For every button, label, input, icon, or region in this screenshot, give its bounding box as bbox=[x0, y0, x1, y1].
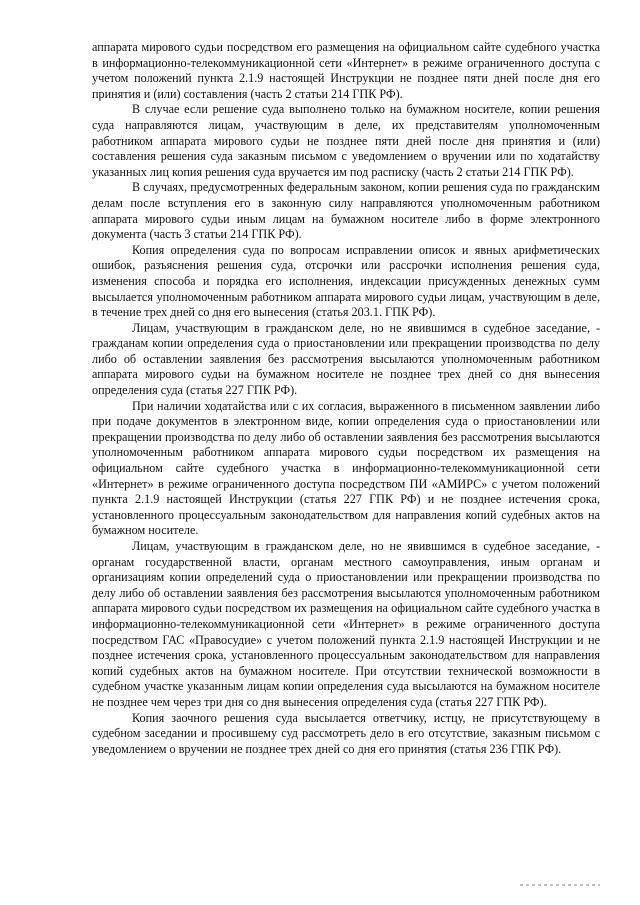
paragraph-absent-citizens: Лицам, участвующим в гражданском деле, но не явившимся в судебное заседание, - гражданам копии определения суда о приостановлении или прекращении производства по делу либо об оставлении заявления без рассмотрения высылаются уполномоченным работником аппарата мирового судьи на бумажном носителе не позднее трех дней со дня вынесения определения суда (статья 227 ГПК РФ). bbox=[92, 320, 600, 398]
paragraph-absent-organizations: Лицам, участвующим в гражданском деле, но не явившимся в судебное заседание, - органам государственной власти, органам местного самоуправления, иным органам и организациям копии определений суда о приостановлении или прекращении производства по делу либо об оставлении заявления без рассмотрения высылаются уполномоченным работником аппарата мирового судьи посредством их размещения на официальном сайте судебного участка в информационно-телекоммуникационной сети «Интернет» в режиме ограниченного доступа посредством ГАС «Правосудие» с учетом положений пункта 2.1.9 настоящей Инструкции и не позднее истечения срока, установленного процессуальным законодательством для направления копий судебных актов на бумажном носителе. При отсутствии технической возможности в судебном участке указанным лицам копии определения суда высылаются на бумажном носителе не позднее чем через три дня со дня вынесения определения суда (статья 227 ГПК РФ). bbox=[92, 539, 600, 709]
scan-footer-mark bbox=[520, 884, 600, 886]
paragraph-electronic-consent: При наличии ходатайства или с их согласия, выраженного в письменном заявлении либо при подаче документов в электронном виде, копии определения суда о приостановлении или прекращении производства по делу либо об оставлении заявления без рассмотрения высылаются уполномоченным работником аппарата мирового судьи посредством их размещения на официальном сайте судебного участка в информационно-телекоммуникационной сети «Интернет» в режиме ограниченного доступа посредством ПИ «АМИРС» с учетом положений пункта 2.1.9 настоящей Инструкции (статья 227 ГПК РФ) и не позднее истечения срока, установленного процессуальным законодательством для направления копий судебных актов на бумажном носителе. bbox=[92, 398, 600, 538]
paragraph-default-judgment: Копия заочного решения суда высылается ответчику, истцу, не присутствующему в судебном заседании и просившему суд рассмотреть дело в его отсутствие, заказным письмом с уведомлением о вручении не позднее трех дней со дня его принятия (статья 236 ГПК РФ). bbox=[92, 710, 600, 756]
paragraph-continuation: аппарата мирового судьи посредством его размещения на официальном сайте судебного участка в информационно-телекоммуникационной сети «Интернет» в режиме ограниченного доступа с учетом положений пункта 2.1.9 настоящей Инструкции не позднее пяти дней после дня его принятия и (или) составления (часть 2 статьи 214 ГПК РФ). bbox=[92, 40, 600, 101]
paragraph-federal-law-cases: В случаях, предусмотренных федеральным законом, копии решения суда по гражданским делам после вступления его в законную силу направляются уполномоченным работником аппарата мирового судьи иным лицам на бумажном носителе либо в форме электронного документа (часть 3 статьи 214 ГПК РФ). bbox=[92, 180, 600, 242]
document-body bbox=[92, 40, 600, 757]
paragraph-paper-decision-copies: В случае если решение суда выполнено только на бумажном носителе, копии решения суда направляются лицам, участвующим в деле, их представителям уполномоченным работником аппарата мирового судьи не позднее пяти дней после дня принятия и (или) составления решения суда заказным письмом с уведомлением о вручении или по ходатайству указанных лиц копия решения суда вручается им под расписку (часть 2 статьи 214 ГПК РФ). bbox=[92, 102, 600, 179]
paragraph-correction-determination: Копия определения суда по вопросам исправлении описок и явных арифметических ошибок, разъяснения решения суда, отсрочки или рассрочки исполнения решения суда, изменения способа и порядка его исполнения, индексации присужденных денежных сумм высылается уполномоченным работником аппарата мирового судьи лицам, участвующим в деле, в течение трех дней со дня его вынесения (статья 203.1. ГПК РФ). bbox=[92, 242, 600, 320]
